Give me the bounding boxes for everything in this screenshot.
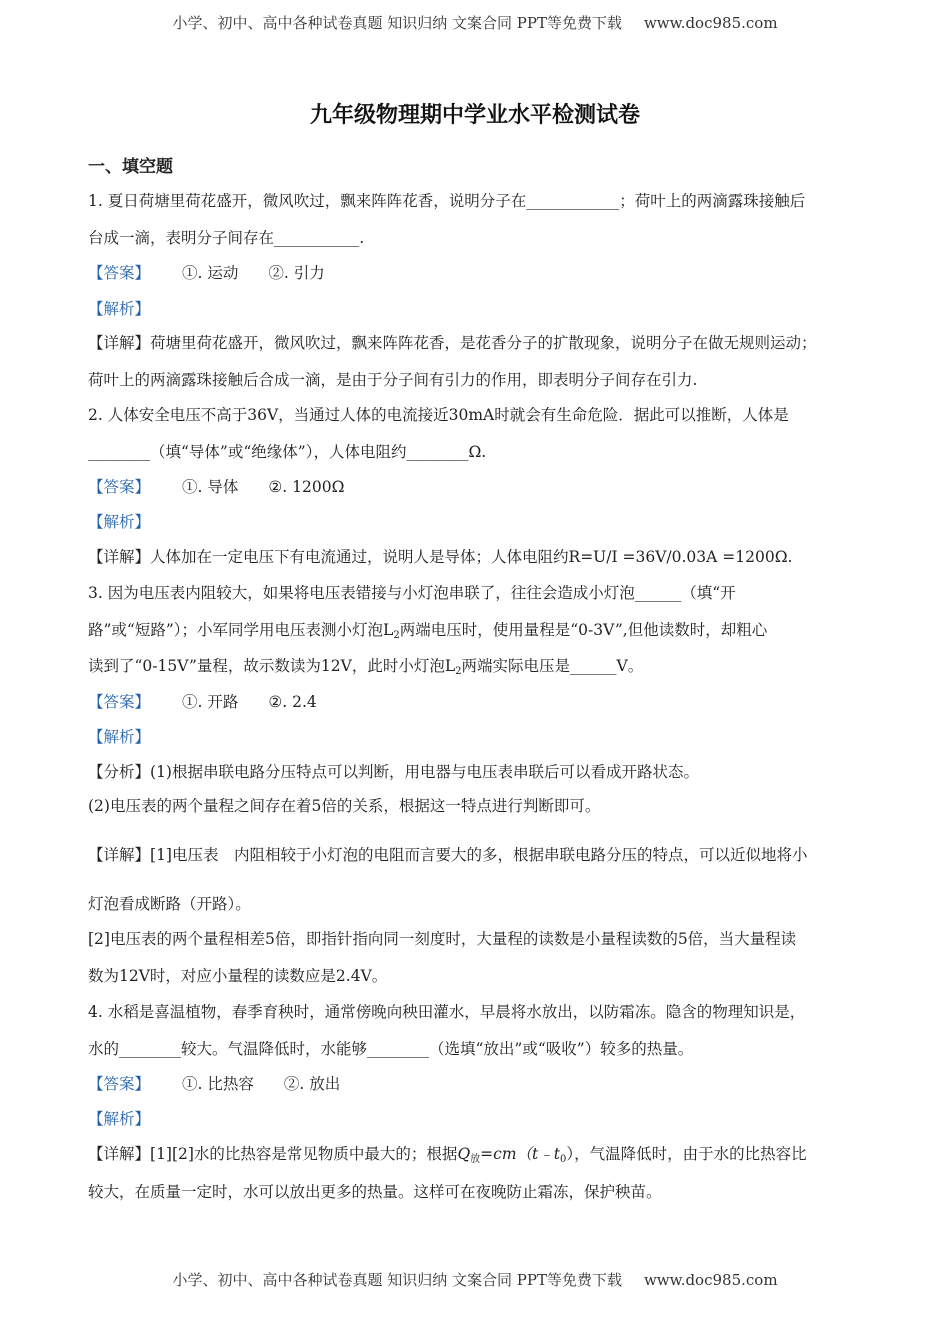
header-text: 小学、初中、高中各种试卷真题 知识归纳 文案合同 PPT等免费下载: [172, 14, 622, 32]
q1-answer: [88, 261, 325, 283]
q3-answer-1: ①. 开路: [182, 693, 239, 711]
analysis-label: 【解析】: [88, 728, 151, 746]
q3-answer: [88, 690, 317, 712]
q2-line-2: ________（填“导体”或“绝缘体”），人体电阻约________Ω.: [88, 443, 487, 461]
detail-label: 【详解】: [88, 846, 151, 864]
analysis-label: 【解析】: [88, 1110, 151, 1128]
answer-label: 【答案】: [88, 1075, 151, 1093]
q2-line-1: 2. 人体安全电压不高于36V，当通过人体的电流接近30mA时就会有生命危险．据此可以推断，人体是: [88, 406, 789, 424]
q1-detail-1: [88, 331, 817, 353]
q2-answer: [88, 475, 344, 497]
q3-line-3-subscript: 2: [455, 666, 462, 677]
q3-line-2: [88, 618, 767, 641]
answer-label: 【答案】: [88, 693, 151, 711]
header-site-link[interactable]: www.doc985.com: [643, 14, 778, 32]
q3-answer-2: ②. 2.4: [268, 693, 317, 711]
analysis-label: 【解析】: [88, 300, 151, 318]
q4-line-1: 4. 水稻是喜温植物，春季育秧时，通常傍晚向秧田灌水，早晨将水放出，以防霜冻。隐含的物理知识是，: [88, 1003, 806, 1021]
q3-line-1: 3. 因为电压表内阻较大，如果将电压表错接与小灯泡串联了，往往会造成小灯泡______（填“开: [88, 584, 736, 602]
q2-detail-text-1: 人体加在一定电压下有电流通过，说明人是导体；人体电阻约R=U/I =36V/0.03A =1200Ω.: [150, 548, 793, 566]
footer-text: 小学、初中、高中各种试卷真题 知识归纳 文案合同 PPT等免费下载: [172, 1271, 622, 1289]
q4-analysis-label: [88, 1107, 150, 1129]
q3-line-3-part-a: 读到了“0-15V”量程，故示数读为12V，此时小灯泡L: [88, 657, 456, 675]
q2-analysis-label: [88, 510, 150, 532]
q4-answer: [88, 1072, 340, 1094]
q4-detail-1: [88, 1142, 807, 1165]
q3-detail-2: 灯泡看成断路（开路）。: [88, 895, 251, 913]
detail-label: 【详解】: [88, 548, 151, 566]
q4-detail-2: 较大，在质量一定时，水可以放出更多的热量。这样可在夜晚防止霜冻，保护秧苗。: [88, 1183, 662, 1201]
q3-line-2-part-a: 路”或“短路”）；小军同学用电压表测小灯泡L: [88, 621, 394, 639]
q1-detail-2: 荷叶上的两滴露珠接触后合成一滴，是由于分子间有引力的作用，即表明分子间存在引力.: [88, 371, 698, 389]
q3-fenxi-2: (2)电压表的两个量程之间存在着5倍的关系，根据这一特点进行判断即可。: [88, 797, 601, 815]
q2-answer-2: ②. 1200Ω: [268, 478, 345, 496]
page-header: [0, 12, 950, 33]
q1-answer-2: ②. 引力: [268, 264, 325, 282]
page-footer: [0, 1269, 950, 1290]
formula-end: ），: [566, 1145, 590, 1163]
q4-answer-1: ①. 比热容: [182, 1075, 254, 1093]
detail-label: 【详解】: [88, 334, 151, 352]
section-title: 一、填空题: [88, 157, 173, 177]
q1-line-1: 1. 夏日荷塘里荷花盛开，微风吹过，飘来阵阵花香，说明分子在____________；荷叶上的两滴露珠接触后: [88, 192, 806, 210]
q3-fenxi-text-1: (1)根据串联电路分压特点可以判断，用电器与电压表串联后可以看成开路状态。: [150, 763, 699, 781]
formula-subscript-fang: 放: [470, 1154, 481, 1165]
formula-body: =cm（t﹣t: [480, 1145, 560, 1163]
formula-subscript-zero: 0: [559, 1154, 567, 1165]
q4-line-2: 水的________较大。气温降低时，水能够________（选填“放出”或“吸收”）较多的热量。: [88, 1040, 694, 1058]
q3-detail-text-1: [1]电压表 内阻相较于小灯泡的电阻而言要大的多，根据串联电路分压的特点，可以近似地将小: [150, 846, 808, 864]
q3-line-2-subscript: 2: [393, 630, 400, 641]
q3-detail-1: [88, 843, 807, 865]
q4-detail-text-1a: [1][2]水的比热容是常见物质中最大的；根据: [150, 1145, 458, 1163]
q3-line-2-part-b: 两端电压时，使用量程是“0-3V”,但他读数时，却粗心: [399, 621, 768, 639]
document-title: 九年级物理期中学业水平检测试卷: [309, 102, 640, 128]
q1-analysis-label: [88, 297, 150, 319]
footer-site-link[interactable]: www.doc985.com: [643, 1271, 778, 1289]
q4-answer-2: ②. 放出: [283, 1075, 341, 1093]
fenxi-label: 【分析】: [88, 763, 151, 781]
q4-detail-text-1b: 气温降低时，由于水的比热容比: [589, 1145, 807, 1163]
q3-analysis-label: [88, 725, 150, 747]
q3-fenxi-1: [88, 760, 699, 782]
q3-detail-4: 数为12V时，对应小量程的读数应是2.4V。: [88, 967, 388, 985]
analysis-label: 【解析】: [88, 513, 151, 531]
q2-detail-1: [88, 545, 792, 567]
q3-line-3-part-b: 两端实际电压是______V。: [461, 657, 644, 675]
q1-detail-text-1: 荷塘里荷花盛开，微风吹过，飘来阵阵花香，是花香分子的扩散现象，说明分子在做无规则运动；: [150, 334, 817, 352]
q3-line-3: [88, 654, 643, 677]
answer-label: 【答案】: [88, 264, 151, 282]
q3-detail-3: [2]电压表的两个量程相差5倍，即指针指向同一刻度时，大量程的读数是小量程读数的5倍，当大量程读: [88, 930, 797, 948]
q2-answer-1: ①. 导体: [182, 478, 239, 496]
formula-q: Q: [457, 1145, 471, 1163]
q1-line-2: 台成一滴，表明分子间存在___________.: [88, 229, 365, 247]
detail-label: 【详解】: [88, 1145, 151, 1163]
answer-label: 【答案】: [88, 478, 151, 496]
q1-answer-1: ①. 运动: [182, 264, 239, 282]
